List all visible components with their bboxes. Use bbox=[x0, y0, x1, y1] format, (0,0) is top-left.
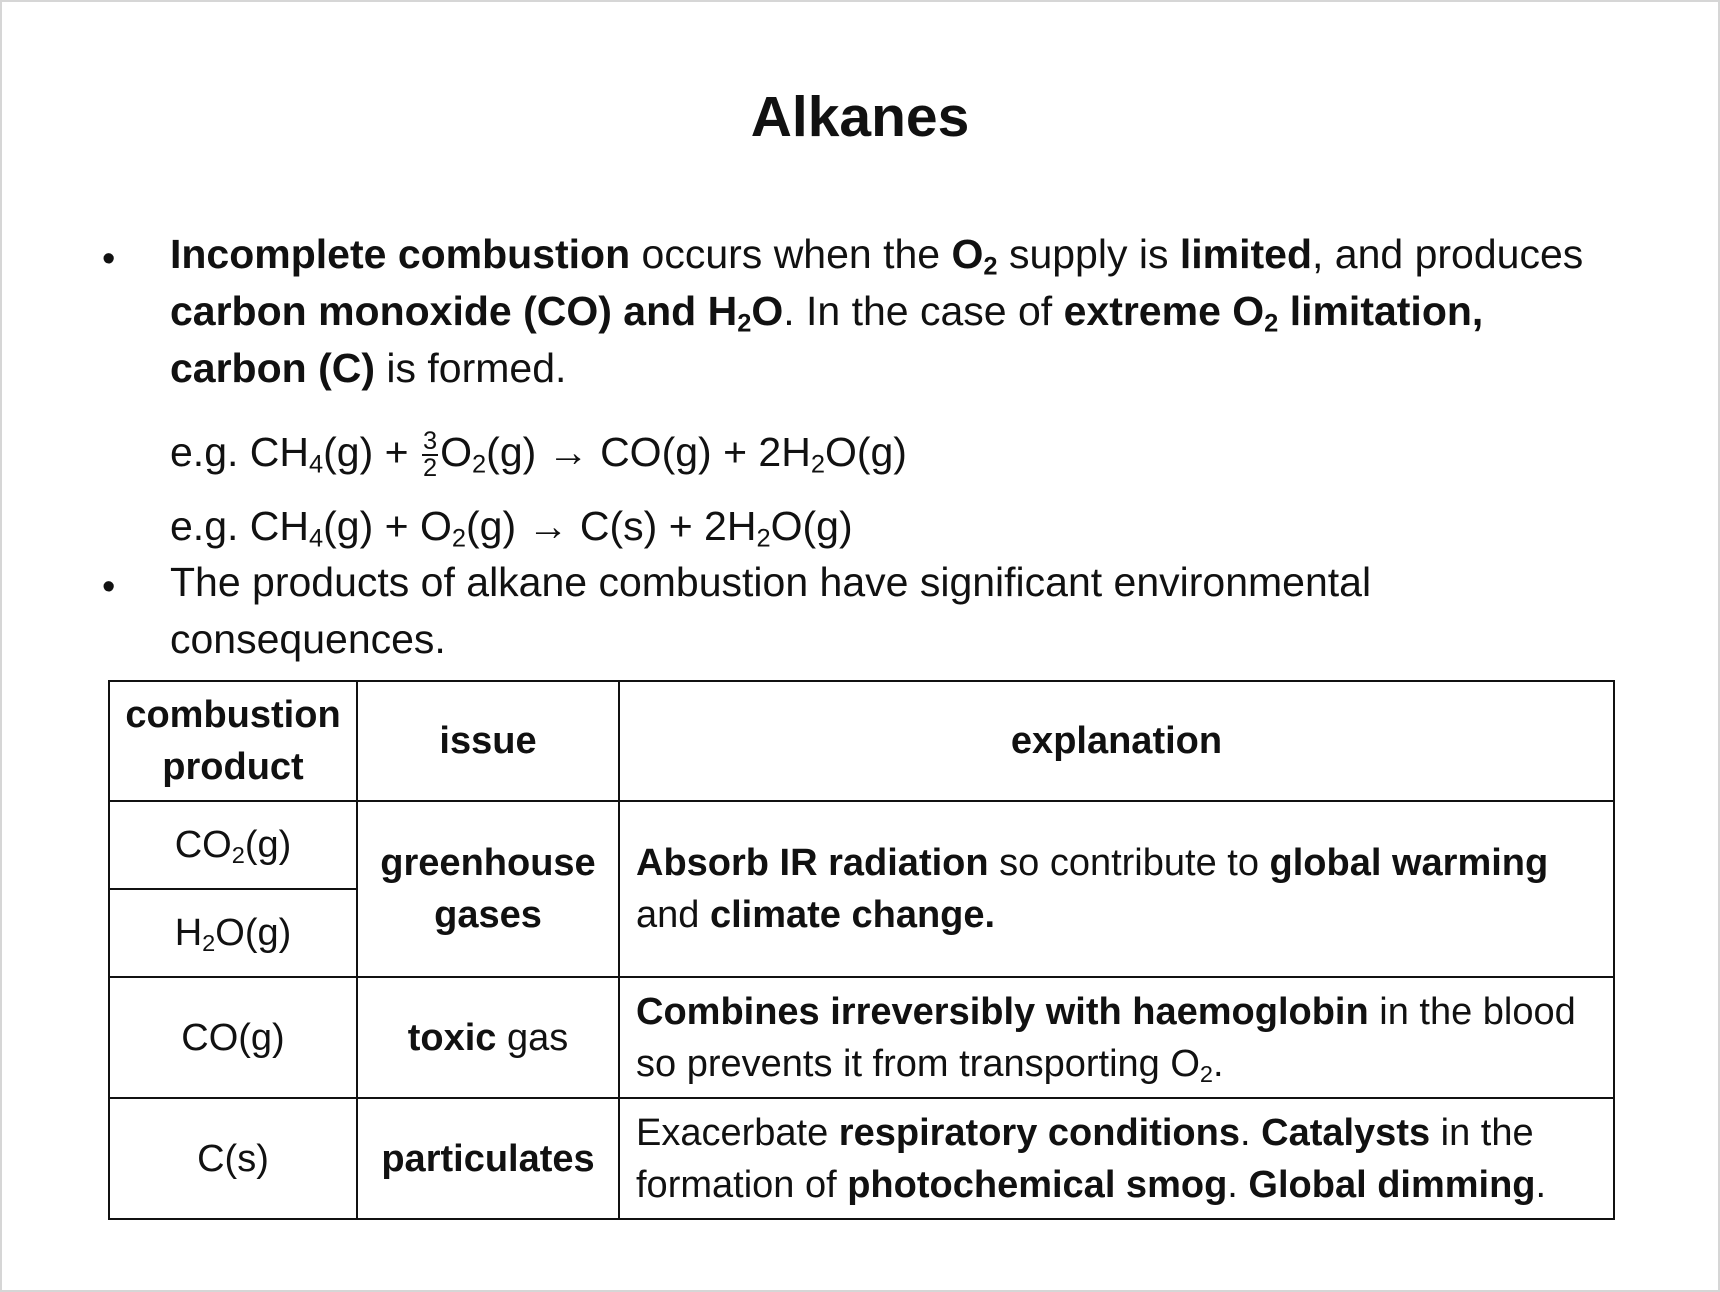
equation-2: e.g. $CH_4(g) + O_2(g) \to C(s) + 2H_2O(g)$ bbox=[170, 503, 853, 553]
table-row bbox=[109, 1098, 1614, 1219]
term-incomplete-combustion: Incomplete combustion bbox=[170, 231, 631, 277]
explanation-co: Combines irreversibly with haemoglobin in the blood so prevents it from transporting $O_2$. bbox=[619, 977, 1614, 1098]
issue-particulates: particulates bbox=[357, 1098, 619, 1219]
product-co2: $CO_2(g)$ bbox=[109, 801, 357, 889]
term-limited: limited bbox=[1179, 231, 1312, 277]
term-carbon: carbon (C) bbox=[170, 345, 375, 391]
bullet-marker: • bbox=[102, 238, 116, 280]
header-issue: issue bbox=[357, 681, 619, 801]
term-o2: $O_2$ bbox=[951, 231, 998, 281]
explanation-greenhouse: Absorb IR radiation so contribute to global warming and climate change. bbox=[619, 801, 1614, 977]
header-combustion-product: combustion product bbox=[109, 681, 357, 801]
bullet-incomplete-combustion: Incomplete combustion occurs when the $O_2$ supply is limited, and produces carbon monoxide (CO) and $H_2O$. In the case of extreme $O_2$ limitation, carbon (C) is formed. bbox=[170, 231, 1584, 391]
bullet-environmental-consequences: The products of alkane combustion have significant environmental consequences. bbox=[170, 559, 1372, 662]
header-explanation: explanation bbox=[619, 681, 1614, 801]
term-extreme-o2-limitation: extreme $O_2$ limitation, bbox=[1063, 288, 1484, 338]
table-row bbox=[109, 977, 1614, 1098]
term-co-and-h2o: carbon monoxide (CO) and $H_2O$ bbox=[170, 288, 784, 338]
page-title: Alkanes bbox=[750, 85, 970, 149]
fraction-three-halves: $\frac{3}{2}$ bbox=[422, 426, 438, 483]
table-header-row bbox=[109, 681, 1614, 801]
product-h2o: $H_2O(g)$ bbox=[109, 889, 357, 977]
product-carbon: C(s) bbox=[109, 1098, 357, 1219]
bullet-marker: • bbox=[102, 566, 116, 608]
equation-1: e.g. $CH_4(g)$ + $\frac{3}{2}$ $O_2(g) \to CO(g) + 2H_2O(g)$ bbox=[170, 426, 907, 483]
product-co: CO(g) bbox=[109, 977, 357, 1098]
issue-greenhouse-gases: greenhouse gases bbox=[357, 801, 619, 977]
explanation-particulates: Exacerbate respiratory conditions. Catalysts in the formation of photochemical smog. Global dimming. bbox=[619, 1098, 1614, 1219]
table-row bbox=[109, 801, 1614, 889]
issue-toxic-gas: toxic gas bbox=[357, 977, 619, 1098]
combustion-products-table bbox=[108, 680, 1615, 1220]
